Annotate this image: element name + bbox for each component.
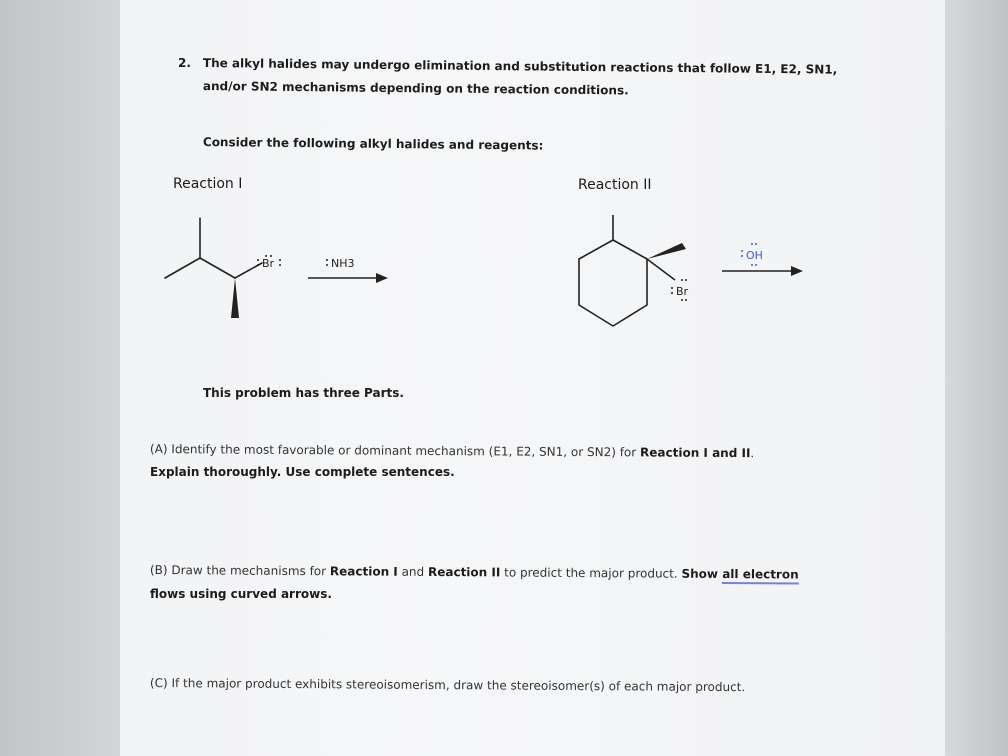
part-c-line: (C) If the major product exhibits stereoisomerism, draw the stereoisomer(s) of each major product. — [149, 676, 746, 695]
reaction-1-arrowhead — [376, 273, 388, 283]
part-b-text-3: to predict the major product. — [500, 565, 682, 581]
part-b-text-2: and — [397, 564, 429, 579]
part-b-text-1: (B) Draw the mechanisms for — [149, 563, 330, 579]
reaction-1-wedge-bond — [231, 278, 239, 318]
part-b-bold-3: Show — [681, 566, 723, 581]
reaction-2-structure — [579, 215, 675, 326]
question-number: 2. — [178, 56, 191, 70]
part-b-underlined: all electron — [722, 567, 799, 585]
part-a-suffix: . — [750, 446, 755, 461]
part-a-line2: Explain thoroughly. Use complete sentences. — [150, 465, 455, 479]
reaction-2-leaving-group: Br — [676, 285, 689, 298]
part-b-bold-2: Reaction II — [427, 564, 501, 580]
intro-text: This problem has three Parts. — [203, 386, 404, 400]
reaction-2-arrowhead — [791, 266, 803, 276]
part-a-prefix: (A) Identify the most favorable or dominant mechanism (E1, E2, SN1, or SN2) for — [149, 442, 641, 460]
part-b-bold-1: Reaction I — [329, 564, 398, 579]
reagent-1-label: NH3 — [331, 257, 355, 270]
reagent-1-lone-pair — [326, 259, 328, 266]
reaction-1-leaving-group: Br — [262, 257, 275, 270]
reaction-1-title: Reaction I — [173, 176, 243, 192]
consider-text: Consider the following alkyl halides and reagents: — [202, 135, 544, 153]
question-text-line2: and/or SN2 mechanisms depending on the reaction conditions. — [202, 79, 629, 98]
reagent-2-label: OH — [746, 249, 763, 262]
reaction-2-wedge-bond — [647, 243, 686, 259]
part-a-bold: Reaction I and II — [639, 445, 751, 461]
reaction-2-title: Reaction II — [578, 177, 652, 193]
reaction-1-structure — [165, 218, 262, 278]
question-text-line1: The alkyl halides may undergo elimination and substitution reactions that follow E1, E2, SN1, — [202, 56, 838, 77]
part-b-line2: flows using curved arrows. — [150, 587, 332, 601]
